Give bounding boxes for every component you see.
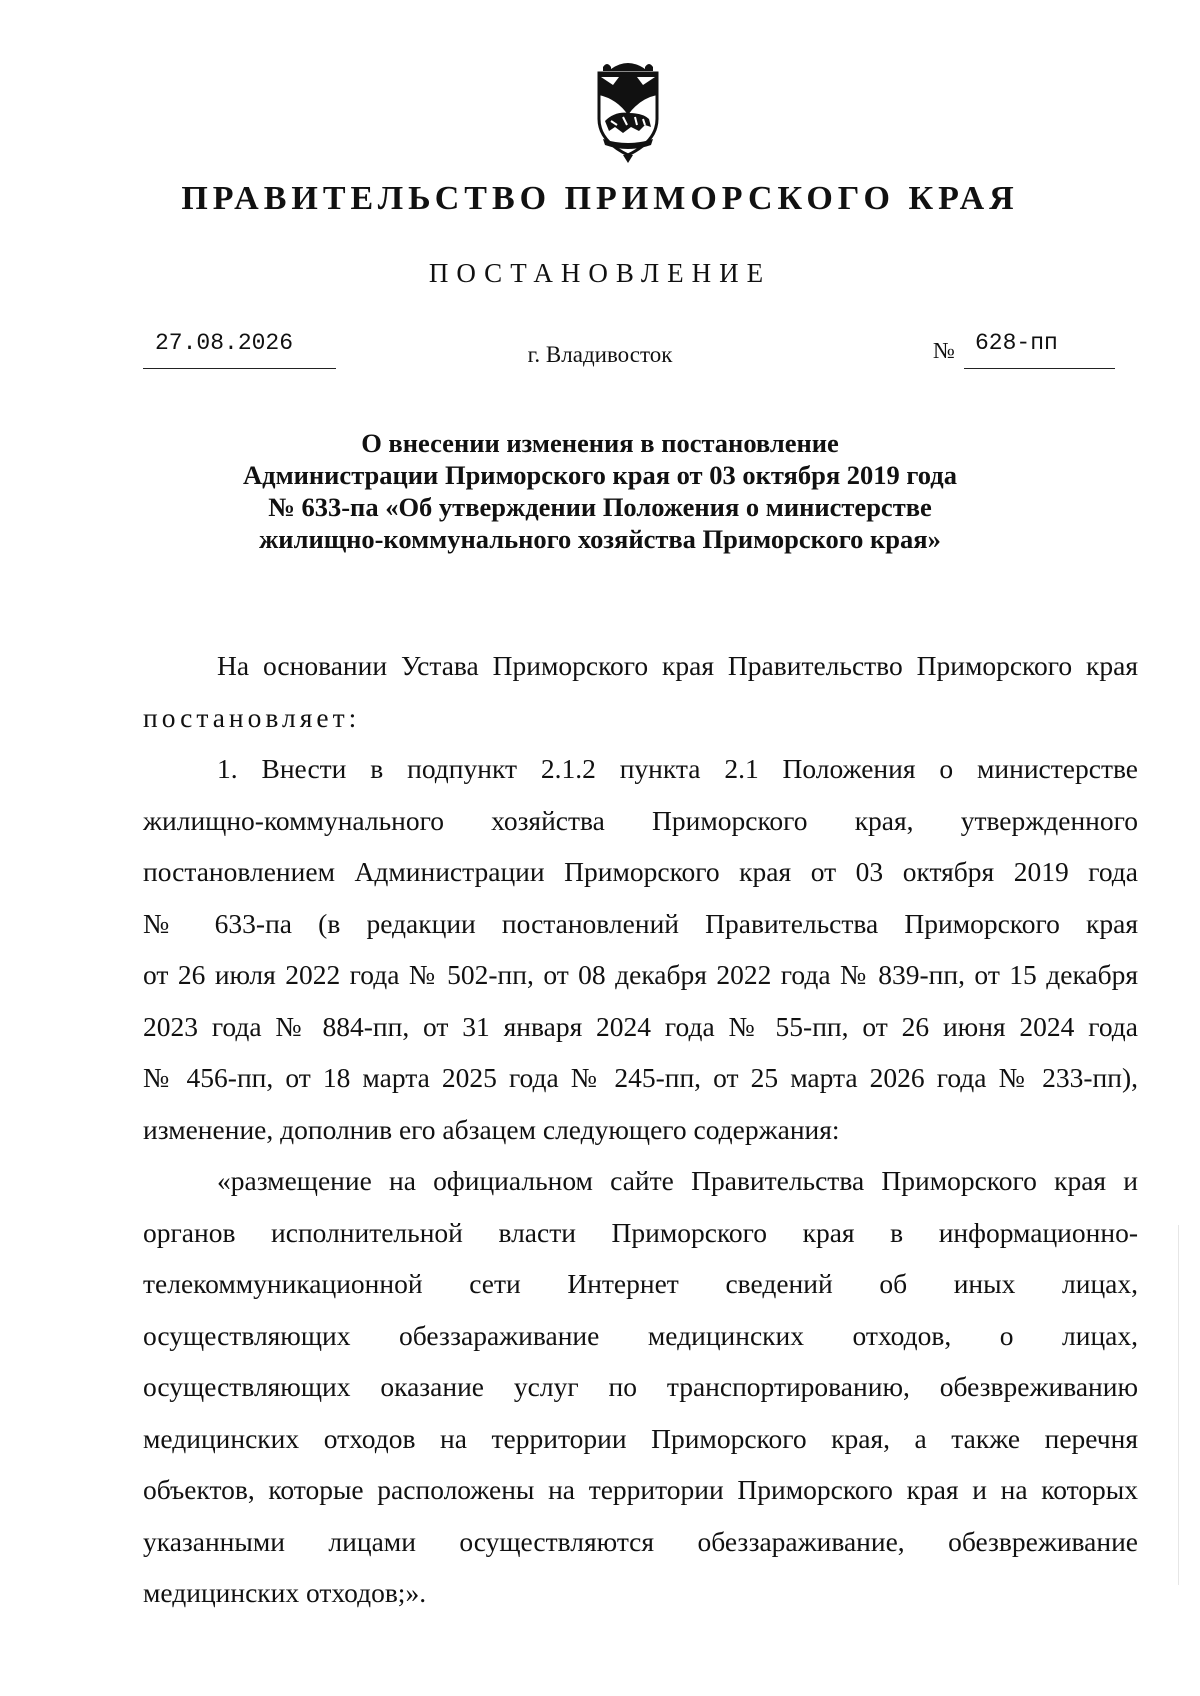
body-line: «размещение на официальном сайте Правительства Приморского края и — [217, 1165, 1138, 1196]
document-type: ПОСТАНОВЛЕНИЕ — [428, 258, 772, 288]
organization-title: ПРАВИТЕЛЬСТВО ПРИМОРСКОГО КРАЯ — [181, 180, 1019, 217]
body-line: осуществляющих обеззараживание медицинских отходов, о лицах, — [143, 1319, 1138, 1351]
heading-line: Администрации Приморского края от 03 октября 2019 года — [243, 460, 957, 490]
body-line: 2023 года № 884-пп, от 31 января 2024 года № 55-пп, от 26 июня 2024 года — [143, 1010, 1138, 1042]
body-line: медицинских отходов;». — [143, 1577, 427, 1608]
document-body — [143, 640, 1138, 1619]
body-line: № 633-па (в редакции постановлений Правительства Приморского края — [143, 907, 1138, 939]
body-line: медицинских отходов на территории Приморского края, а также перечня — [143, 1422, 1138, 1454]
body-line: от 26 июля 2022 года № 502-пп, от 08 декабря 2022 года № 839-пп, от 15 декабря — [143, 959, 1138, 990]
body-line: № 456-пп, от 18 марта 2025 года № 245-пп, от 25 марта 2026 года № 233-пп), — [143, 1062, 1138, 1093]
document-city: г. Владивосток — [527, 342, 673, 367]
body-line: изменение, дополнив его абзацем следующего содержания: — [143, 1113, 840, 1145]
body-line: объектов, которые расположены на территории Приморского края и на которых — [143, 1474, 1138, 1505]
coat-of-arms-icon — [589, 55, 667, 165]
scan-edge-divider — [1178, 1225, 1179, 1585]
body-line: телекоммуникационной сети Интернет сведений об иных лицах, — [143, 1268, 1138, 1299]
document-date: 27.08.2026 — [155, 330, 294, 356]
body-line: постановлением Администрации Приморского края от 03 октября 2019 года — [143, 856, 1138, 887]
number-sign: № — [933, 338, 955, 363]
body-line: осуществляющих оказание услуг по транспортированию, обезвреживанию — [143, 1371, 1138, 1402]
number-underline — [964, 368, 1115, 369]
date-underline — [143, 368, 336, 369]
document-number: 628-пп — [975, 330, 1058, 356]
heading-line: О внесении изменения в постановление — [361, 428, 839, 458]
body-line-resolves: постановляет: — [143, 701, 361, 733]
body-line: жилищно-коммунального хозяйства Приморского края, утвержденного — [143, 804, 1138, 836]
body-line: указанными лицами осуществляются обеззараживание, обезвреживание — [143, 1525, 1138, 1557]
body-line: 1. Внести в подпункт 2.1.2 пункта 2.1 Положения о министерстве — [217, 753, 1138, 784]
document-heading — [0, 427, 1200, 555]
body-line: органов исполнительной власти Приморского края в информационно- — [143, 1216, 1138, 1248]
body-line: На основании Устава Приморского края Правительство Приморского края — [217, 650, 1138, 681]
heading-line: № 633-па «Об утверждении Положения о министерстве — [268, 492, 932, 522]
heading-line: жилищно-коммунального хозяйства Приморского края» — [259, 524, 941, 554]
